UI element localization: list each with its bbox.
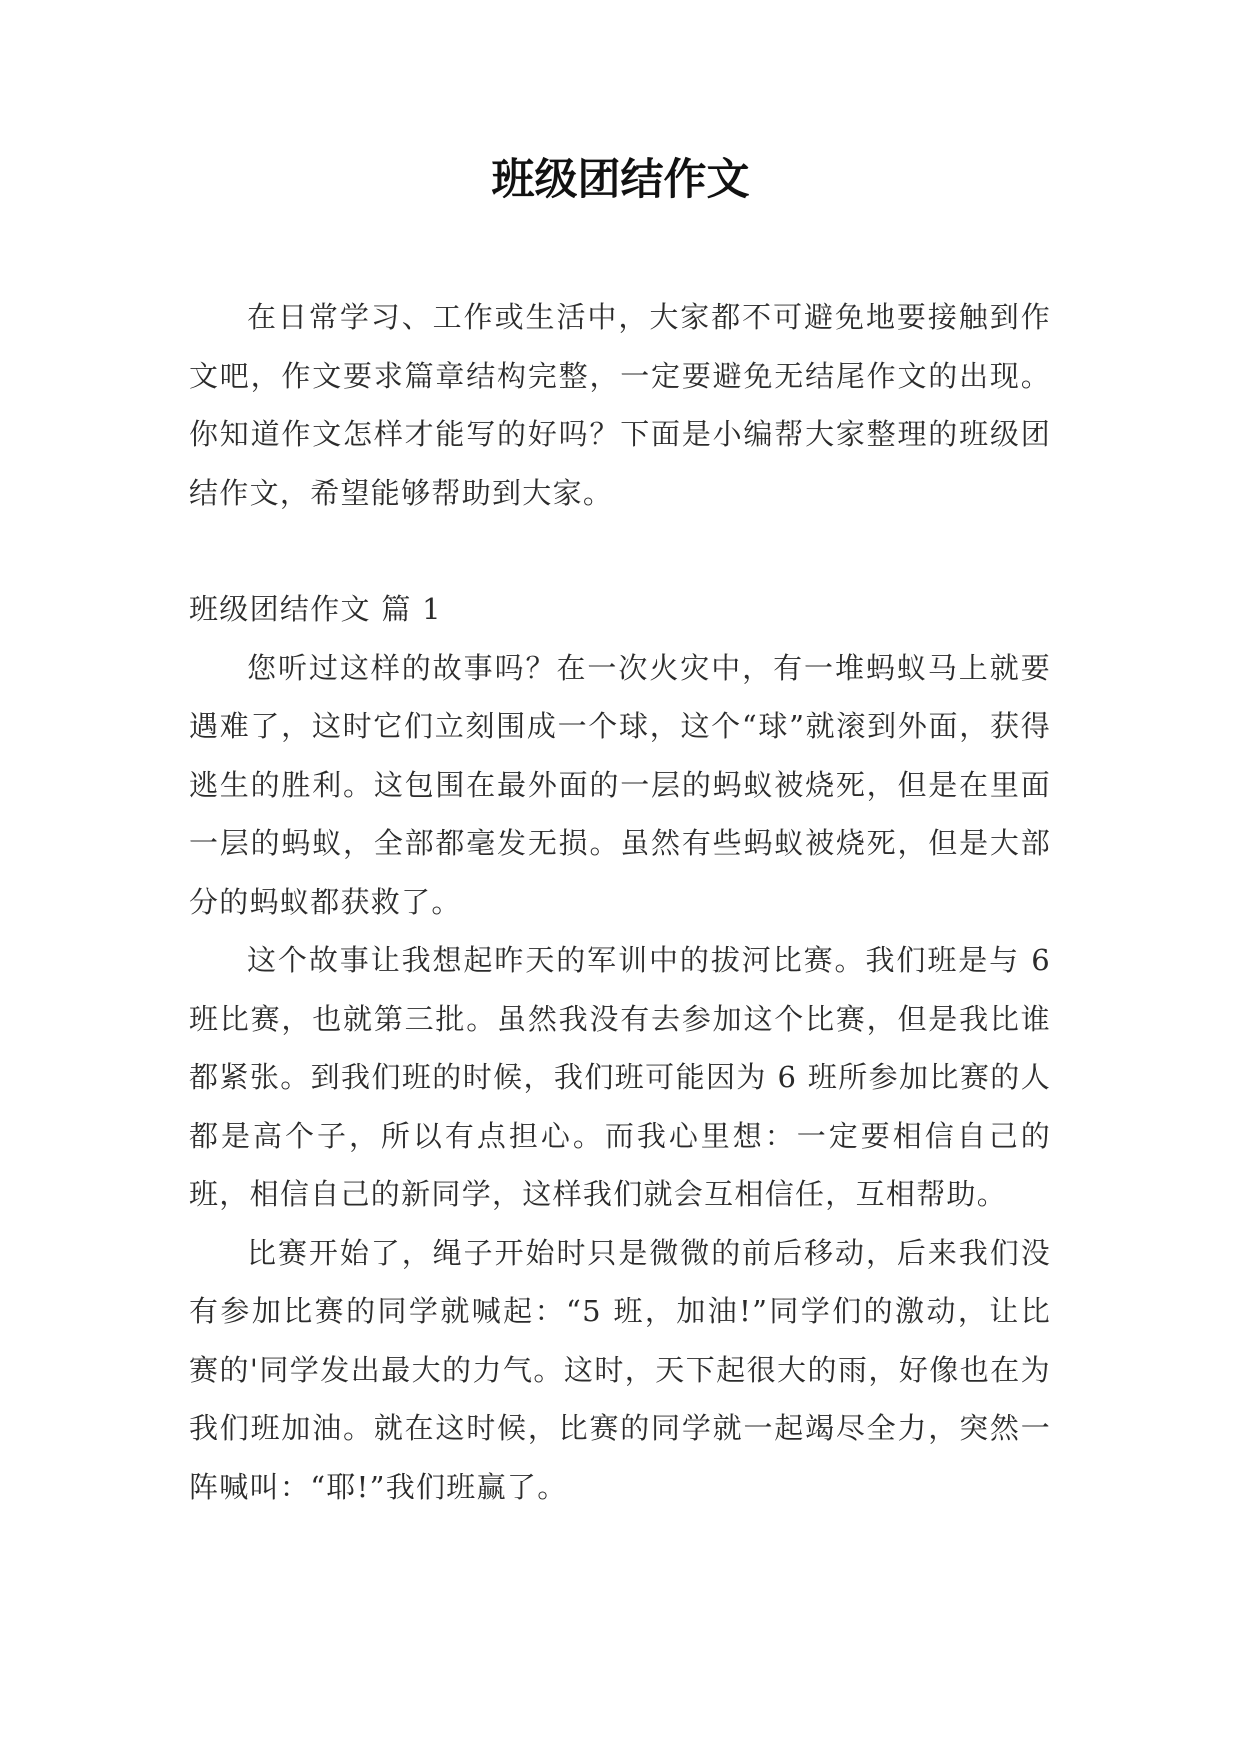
body-paragraph-1: 您听过这样的故事吗？在一次火灾中，有一堆蚂蚁马上就要遇难了，这时它们立刻围成一个球，这个“球”就滚到外面，获得逃生的胜利。这包围在最外面的一层的蚂蚁被烧死，但是在里面一层的蚂蚁，全部都毫发无损。虽然有些蚂蚁被烧死，但是大部分的蚂蚁都获救了。 <box>189 650 1051 919</box>
document-body <box>189 288 1051 1516</box>
body-paragraph-3: 比赛开始了，绳子开始时只是微微的前后移动，后来我们没有参加比赛的同学就喊起：“5 班，加油!”同学们的激动，让比赛的'同学发出最大的力气。这时，天下起很大的雨，好像也在为我们班加油。就在这时候，比赛的同学就一起竭尽全力，突然一阵喊叫：“耶!”我们班赢了。 <box>189 1235 1051 1504</box>
section-heading: 班级团结作文 篇 1 <box>189 592 442 626</box>
intro-paragraph: 在日常学习、工作或生活中，大家都不可避免地要接触到作文吧，作文要求篇章结构完整，一定要避免无结尾作文的出现。你知道作文怎样才能写的好吗？下面是小编帮大家整理的班级团结作文，希望能够帮助到大家。 <box>189 300 1051 510</box>
document-title: 班级团结作文 <box>491 155 750 205</box>
section-spacer <box>189 522 1051 580</box>
body-paragraph-2: 这个故事让我想起昨天的军训中的拔河比赛。我们班是与 6 班比赛，也就第三批。虽然我没有去参加这个比赛，但是我比谁都紧张。到我们班的时候，我们班可能因为 6 班所参加比赛的人都是高个子，所以有点担心。而我心里想：一定要相信自己的班，相信自己的新同学，这样我们就会互相信任，互相帮助。 <box>189 943 1051 1211</box>
